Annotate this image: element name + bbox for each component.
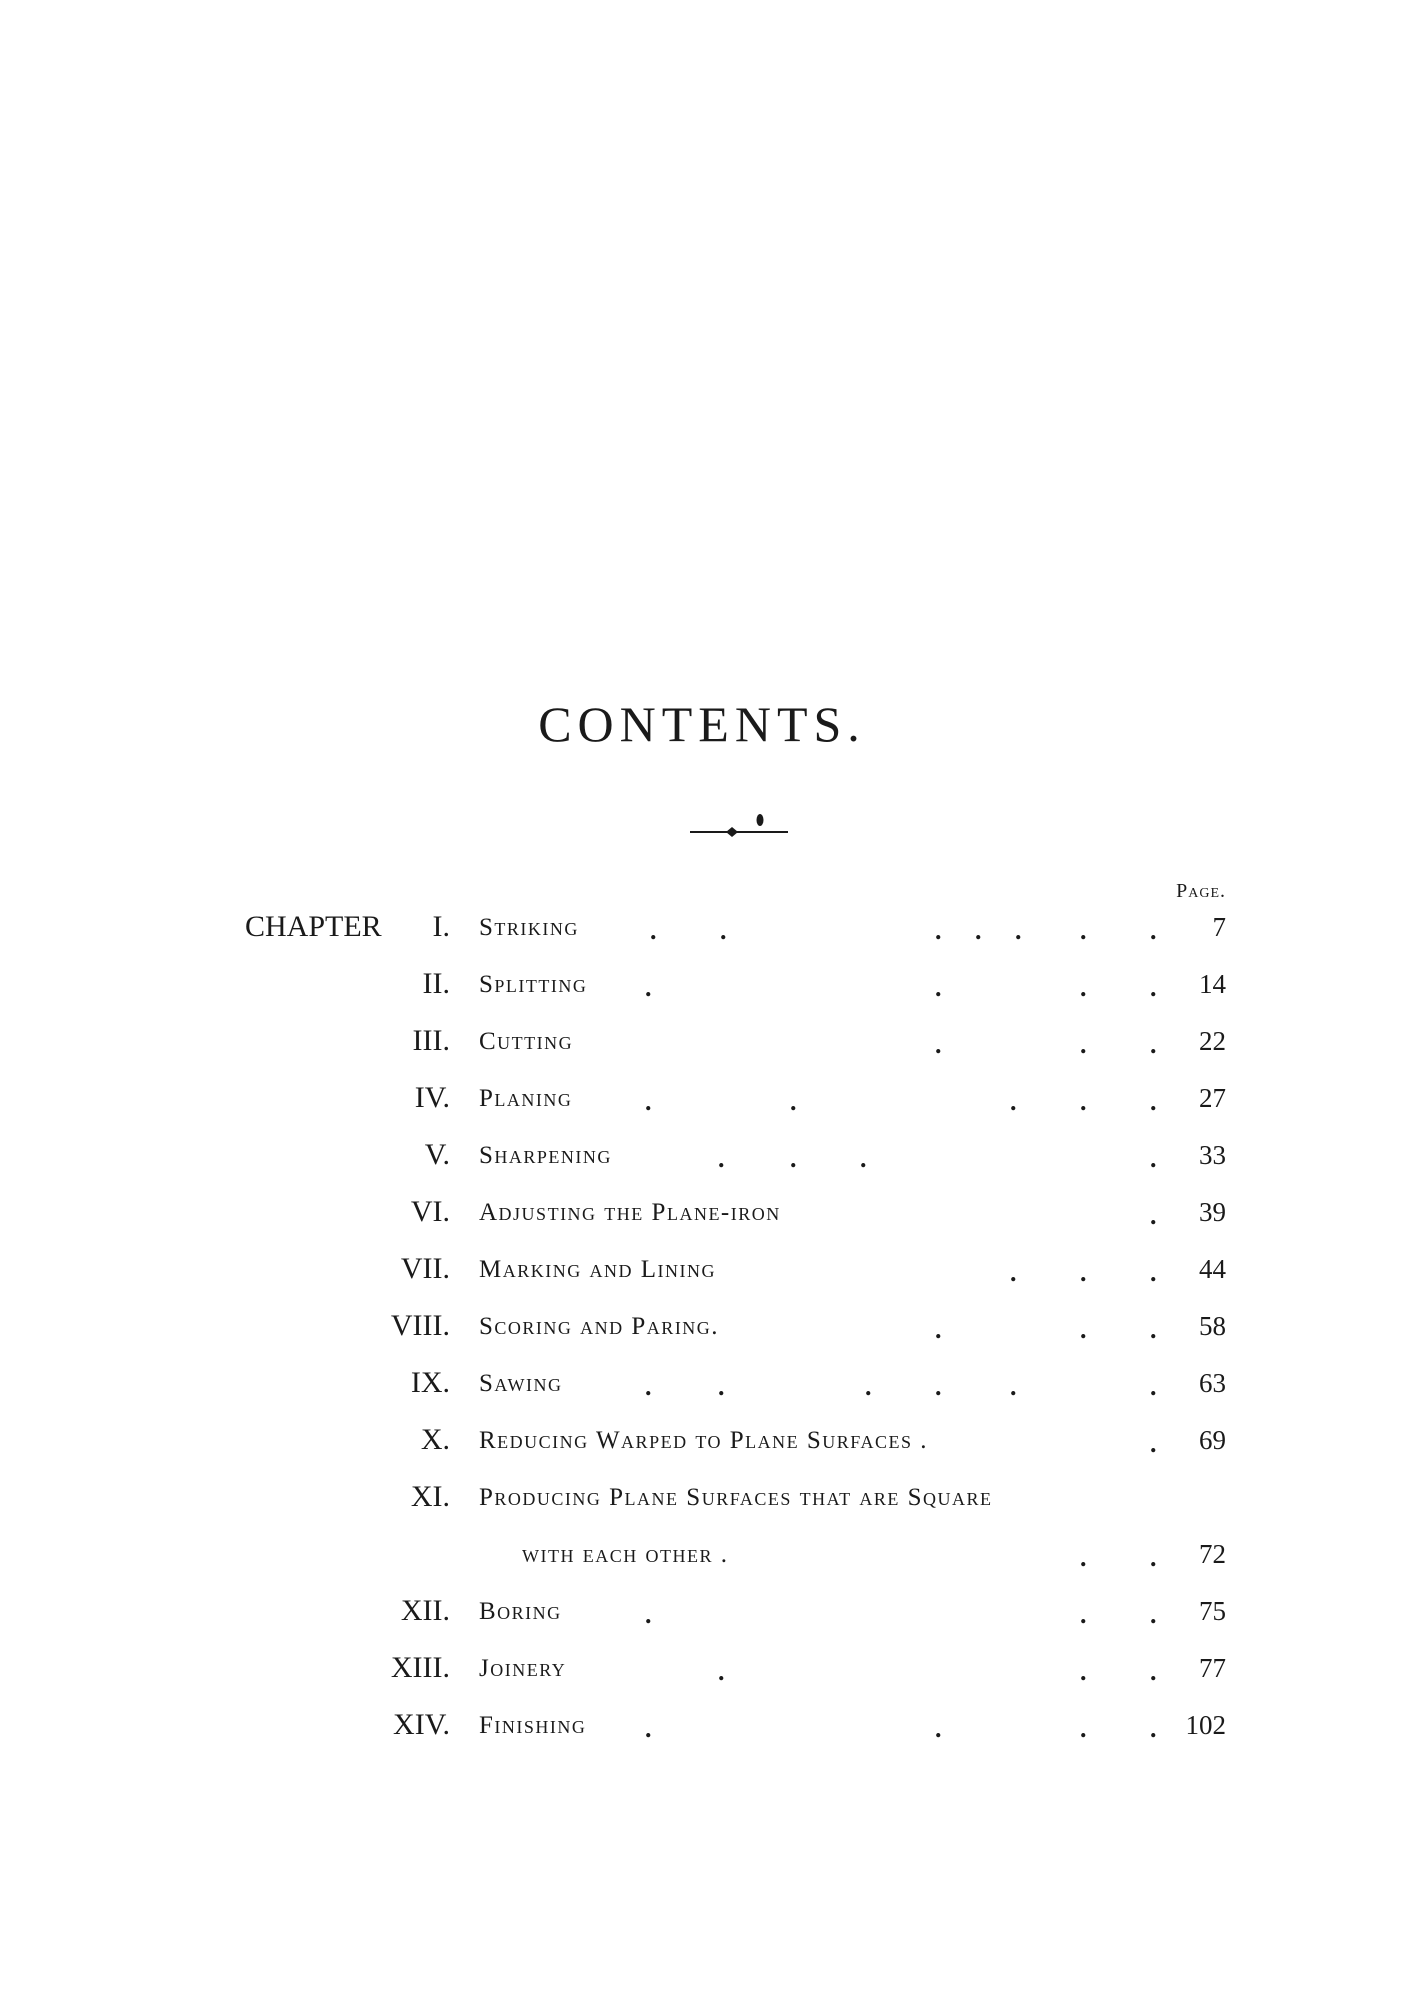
chapter-numeral: IV.: [414, 1081, 450, 1114]
chapter-title: Joinery: [479, 1655, 567, 1682]
page-number: 102: [1185, 1710, 1226, 1740]
page-number: 63: [1199, 1368, 1226, 1398]
page-column-label: Page.: [1176, 880, 1226, 902]
page-number: 22: [1199, 1026, 1226, 1056]
list-item: XIII. Joinery . . . 77: [0, 1651, 1404, 1691]
chapter-numeral: I.: [432, 910, 450, 943]
chapter-numeral: XI.: [410, 1480, 450, 1513]
page-number: 58: [1199, 1311, 1226, 1341]
list-item: [0, 1480, 1404, 1520]
list-item: VIII. Scoring and Paring. . . . 58: [0, 1309, 1404, 1349]
page-number: 77: [1199, 1653, 1226, 1683]
page-number: 69: [1199, 1425, 1226, 1455]
page-number: 75: [1199, 1596, 1226, 1626]
chapter-title: Striking: [479, 914, 579, 941]
list-item: V. Sharpening . . . . 33: [0, 1138, 1404, 1178]
chapter-title-continued: with each other .: [522, 1541, 729, 1568]
chapter-title: Boring: [479, 1598, 562, 1625]
chapter-title: Producing Plane Surfaces that are Square: [479, 1484, 993, 1511]
page-title: CONTENTS.: [538, 696, 866, 752]
page-number: 14: [1199, 969, 1226, 999]
chapter-title: Cutting: [479, 1028, 574, 1055]
chapter-title: Sawing: [479, 1370, 563, 1397]
list-item: with each other . . . 72: [522, 1539, 1226, 1572]
chapter-title: Finishing: [479, 1712, 587, 1739]
chapter-numeral: VIII.: [390, 1309, 450, 1342]
chapter-numeral: V.: [424, 1138, 450, 1171]
chapter-title: Scoring and Paring.: [479, 1313, 720, 1340]
page-number: 7: [1212, 912, 1226, 942]
chapter-numeral: VI.: [410, 1195, 450, 1228]
chapter-title: Splitting: [479, 971, 588, 998]
list-item: VII. Marking and Lining . . . 44: [0, 1252, 1404, 1292]
list-item: X. Reducing Warped to Plane Surfaces . . 69: [0, 1423, 1404, 1463]
chapter-numeral: X.: [420, 1423, 450, 1456]
chapter-numeral: XII.: [400, 1594, 450, 1627]
chapter-title: Planing: [479, 1085, 573, 1112]
list-item: II. Splitting . . . . 14: [0, 967, 1404, 1007]
list-item: III. Cutting . . . 22: [0, 1024, 1404, 1064]
list-item: IV. Planing . . . . . 27: [0, 1081, 1404, 1121]
chapter-title: Sharpening: [479, 1142, 612, 1169]
page-number: 33: [1199, 1140, 1226, 1170]
list-item: CHAPTER I. Striking . . . . . . . 7: [245, 910, 1226, 945]
page-number: 39: [1199, 1197, 1226, 1227]
chapter-title: Adjusting the Plane-iron: [479, 1199, 781, 1226]
chapter-title: Marking and Lining: [479, 1256, 716, 1283]
chapter-numeral: IX.: [410, 1366, 450, 1399]
chapter-numeral: III.: [412, 1024, 450, 1057]
page-number: 27: [1199, 1083, 1226, 1113]
chapter-numeral: XIII.: [390, 1651, 450, 1684]
chapter-numeral: VII.: [400, 1252, 450, 1285]
list-item: XIV. Finishing . . . . 102: [0, 1708, 1404, 1748]
list-item: IX. Sawing . . . . . . 63: [0, 1366, 1404, 1406]
chapter-label: CHAPTER: [245, 910, 382, 943]
chapter-numeral: XIV.: [393, 1708, 450, 1741]
list-item: VI. Adjusting the Plane-iron . 39: [0, 1195, 1404, 1235]
list-item: XII. Boring . . . 75: [0, 1594, 1404, 1634]
page-number: 44: [1199, 1254, 1226, 1284]
page-number: 72: [1199, 1539, 1226, 1569]
chapter-numeral: II.: [422, 967, 450, 1000]
chapter-title: Reducing Warped to Plane Surfaces .: [479, 1427, 928, 1454]
